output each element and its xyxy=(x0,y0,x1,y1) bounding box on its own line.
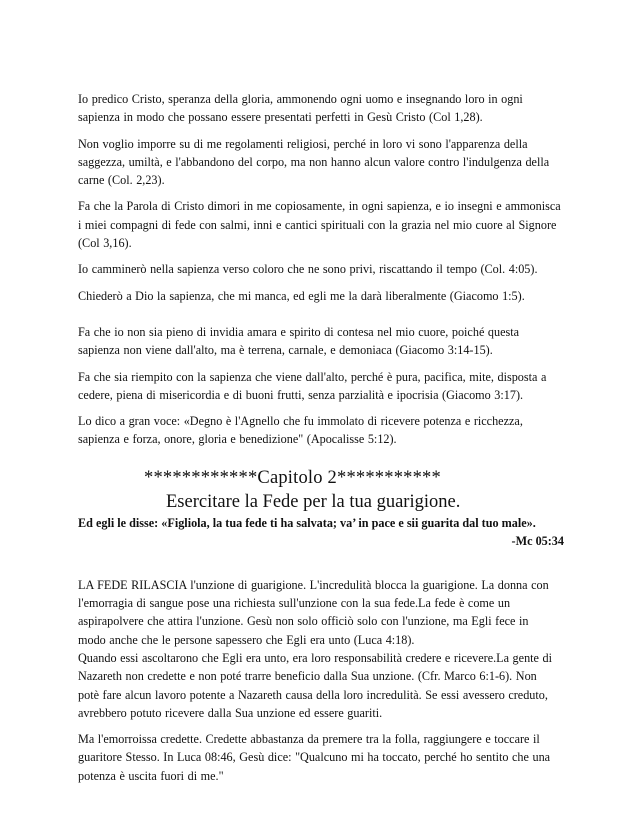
chapter-subtitle: Esercitare la Fede per la tua guarigione. xyxy=(166,491,461,512)
chapter-title: ************Capitolo 2*********** xyxy=(144,467,441,488)
chapter-verse-reference: -Mc 05:34 xyxy=(511,533,564,548)
text-line: avrebbero potuto ricevere dalla Sua unzione ed essere guariti. xyxy=(78,705,383,720)
text-line: Fa che io non sia pieno di invidia amara e spirito di contesa nel mio cuore, poiché questa xyxy=(78,324,520,339)
paragraph-apocalisse-5-12 xyxy=(78,412,564,449)
text-line: Io predico Cristo, speranza della gloria, ammonendo ogni uomo e insegnando loro in ogni xyxy=(78,92,523,106)
chapter-verse: Ed egli le disse: «Figliola, la tua fede ti ha salvata; va’ in pace e sii guarita dal tuo male». xyxy=(78,515,536,530)
text-line: i miei compagni di fede con salmi, inni e cantici spirituali con la grazia nel mio cuore al Signore xyxy=(78,217,557,232)
paragraph-col-2-23 xyxy=(78,135,564,190)
text-line: carne (Col. 2,23). xyxy=(78,173,165,188)
text-line: sapienza e forza, onore, gloria e benedizione" (Apocalisse 5:12). xyxy=(78,432,397,447)
text-line: (Col 3,16). xyxy=(78,236,132,251)
text-line: saggezza, umiltà, e l'abbandono del corpo, ma non hanno alcun valore contro l'indulgenza della xyxy=(78,154,550,169)
text-line: Non voglio imporre su di me regolamenti religiosi, perché in loro vi sono l'apparenza della xyxy=(78,136,528,151)
text-line: cedere, piena di misericordia e di buoni frutti, senza parzialità e ipocrisia (Giacomo 3:17). xyxy=(78,387,524,402)
paragraph-la-fede-rilascia xyxy=(78,576,564,722)
text-line: Fa che la Parola di Cristo dimori in me copiosamente, in ogni sapienza, e io insegni e ammonisca xyxy=(78,199,561,214)
text-line: sapienza non viene dall'alto, ma è terrena, carnale, e demoniaca (Giacomo 3:14-15). xyxy=(78,343,493,358)
paragraph-col-1-28 xyxy=(78,90,564,127)
text-line: LA FEDE RILASCIA l'unzione di guarigione. L'incredulità blocca la guarigione. La donna con xyxy=(78,577,549,592)
paragraph-giacomo-3-17 xyxy=(78,368,564,405)
text-line: Nazareth non credette e non poté trarre beneficio dalla Sua unzione. (Cfr. Marco 6:1-6). Non xyxy=(78,669,537,684)
text-line: sapienza in modo che possano essere presentati perfetti in Gesù Cristo (Col 1,28). xyxy=(78,110,483,125)
text-line: Io camminerò nella sapienza verso coloro che ne sono privi, riscattando il tempo (Col. 4:05). xyxy=(78,262,538,277)
text-line: aspirapolvere che attira l'unzione. Gesù non solo officiò solo con l'unzione, ma Egli fece in xyxy=(78,614,529,629)
paragraph-col-4-05 xyxy=(78,260,564,278)
paragraph-col-3-16 xyxy=(78,197,564,252)
text-line: Fa che sia riempito con la sapienza che viene dall'alto, perché è pura, pacifica, mite, disposta a xyxy=(78,369,547,384)
text-line: Lo dico a gran voce: «Degno è l'Agnello che fu immolato di ricevere potenza e ricchezza, xyxy=(78,414,523,429)
text-line: l'emorragia di sangue pose una richiesta sull'unzione con la sua fede.La fede è come un xyxy=(78,596,511,611)
text-line: potè fare alcun lavoro potente a Nazareth causa della loro incredulità. Se essi avessero creduto, xyxy=(78,687,548,702)
text-line: potenza è uscita fuori di me." xyxy=(78,768,224,783)
paragraph-giacomo-3-14 xyxy=(78,323,564,360)
text-line: guaritore Stesso. In Luca 08:46, Gesù dice: "Qualcuno mi ha toccato, perché ho sentito che una xyxy=(78,750,551,765)
paragraph-emorroissa xyxy=(78,730,564,785)
document-page xyxy=(78,90,564,785)
text-line: Chiederò a Dio la sapienza, che mi manca, ed egli me la darà liberalmente (Giacomo 1:5). xyxy=(78,288,525,303)
text-line: Quando essi ascoltarono che Egli era unto, era loro responsabilità credere e ricevere.La gente di xyxy=(78,650,552,665)
text-line: modo anche che le persone sapessero che Egli era unto (Luca 4:18). xyxy=(78,632,415,647)
paragraph-giacomo-1-5 xyxy=(78,287,564,305)
text-line: Ma l'emorroissa credette. Credette abbastanza da premere tra la folla, raggiungere e toccare il xyxy=(78,732,540,747)
